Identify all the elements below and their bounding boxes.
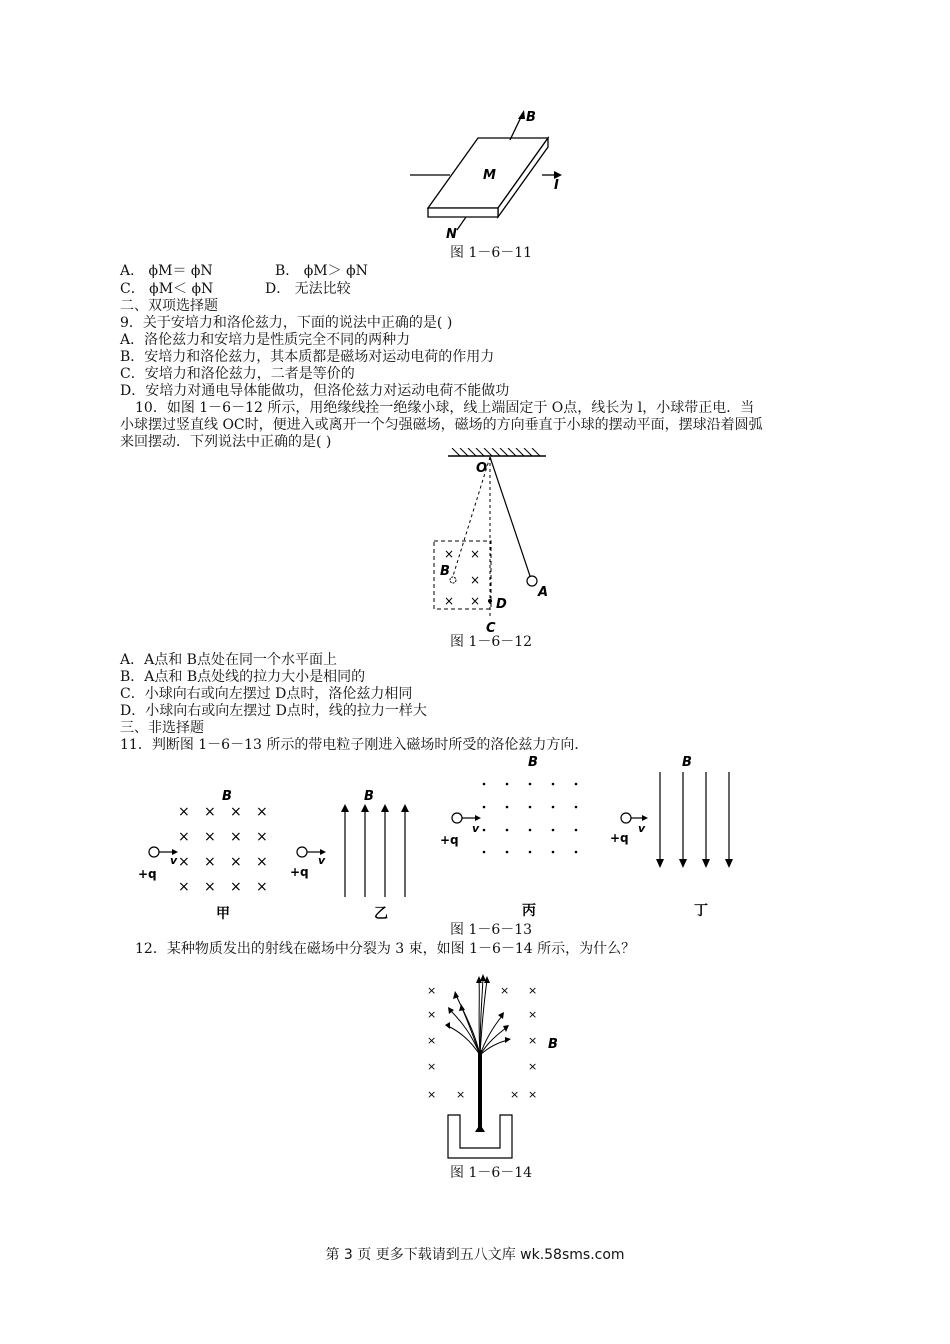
svg-text:×: ×: [427, 1088, 437, 1101]
fig3-caption: 图 1－6－13: [450, 922, 533, 938]
svg-text:×: ×: [427, 1034, 437, 1047]
svg-text:×: ×: [470, 547, 481, 561]
q8-option-c: C． ϕM＜ ϕN: [120, 281, 214, 297]
svg-text:×: ×: [256, 854, 268, 870]
figure-1-6-11: [410, 105, 580, 240]
svg-text:×: ×: [427, 1008, 437, 1021]
svg-text:×: ×: [178, 829, 190, 845]
svg-text:×: ×: [178, 854, 190, 870]
q11-stem: 11．判断图 1－6－13 所示的带电粒子刚进入磁场时所受的洛伦兹力方向．: [120, 737, 589, 753]
panel-yi-field-label: B: [364, 789, 374, 804]
fig2-label-a: A: [538, 585, 549, 600]
svg-text:×: ×: [204, 829, 216, 845]
fig1-label-b: B: [526, 110, 536, 125]
panel-bing-velocity: v: [472, 822, 480, 835]
fig1-label-m: M: [483, 168, 496, 183]
panel-bing-label: 丙: [522, 903, 536, 919]
page-footer: 第 3 页 更多下载请到五八文库 wk.58sms.com: [325, 1247, 625, 1263]
svg-text:×: ×: [427, 984, 437, 997]
q10-option-d: D．小球向右或向左摆过 D点时，线的拉力一样大: [120, 703, 427, 719]
q8-option-a: A． ϕM＝ ϕN: [120, 263, 213, 279]
panel-yi-velocity: v: [318, 854, 326, 867]
fig2-label-o: O: [476, 461, 488, 476]
svg-text:×: ×: [444, 547, 455, 561]
svg-text:×: ×: [528, 1034, 538, 1047]
fig2-label-b: B: [440, 564, 450, 579]
section-3-heading: 三、非选择题: [120, 720, 204, 736]
svg-text:×: ×: [528, 1060, 538, 1073]
fig1-label-i: I: [554, 178, 559, 193]
fig1-label-n: N: [446, 227, 457, 240]
q9-stem: 9．关于安培力和洛伦兹力，下面的说法中正确的是( ): [120, 315, 453, 331]
panel-ding-charge: +q: [610, 831, 629, 845]
svg-text:×: ×: [528, 1088, 538, 1101]
svg-text:×: ×: [470, 573, 481, 587]
svg-text:×: ×: [230, 879, 242, 895]
panel-bing-field-label: B: [528, 755, 538, 770]
svg-text:×: ×: [204, 854, 216, 870]
q10-option-a: A．A点和 B点处在同一个水平面上: [120, 652, 337, 668]
svg-text:×: ×: [256, 879, 268, 895]
panel-ding: [610, 755, 733, 919]
q9-option-a: A．洛伦兹力和安培力是性质完全不同的两种力: [120, 332, 411, 348]
svg-text:×: ×: [528, 1008, 538, 1021]
figure-1-6-12: [420, 448, 570, 638]
q10-option-b: B．A点和 B点处线的拉力大小是相同的: [120, 669, 366, 685]
q9-option-c: C．安培力和洛伦兹力，二者是等价的: [120, 366, 355, 382]
panel-ding-velocity: v: [638, 822, 646, 835]
svg-text:×: ×: [444, 594, 455, 608]
fig4-field-label: B: [548, 1037, 558, 1052]
fig2-label-d: D: [496, 597, 507, 612]
svg-text:×: ×: [510, 1088, 520, 1101]
svg-text:×: ×: [230, 854, 242, 870]
svg-text:×: ×: [230, 829, 242, 845]
figure-1-6-13: [130, 752, 750, 922]
svg-text:×: ×: [528, 984, 538, 997]
svg-text:×: ×: [470, 594, 481, 608]
section-2-heading: 二、双项选择题: [120, 298, 218, 314]
q10-stem-line-3: 来回摆动．下列说法中正确的是( ): [120, 434, 332, 450]
svg-text:×: ×: [427, 1060, 437, 1073]
q9-option-b: B．安培力和洛伦兹力，其本质都是磁场对运动电荷的作用力: [120, 349, 495, 365]
panel-jia-field-label: B: [222, 789, 232, 804]
svg-text:×: ×: [500, 984, 510, 997]
svg-text:×: ×: [204, 879, 216, 895]
svg-text:×: ×: [256, 804, 268, 820]
panel-bing-charge: +q: [440, 833, 459, 847]
fig4-caption: 图 1－6－14: [450, 1165, 533, 1181]
figure-1-6-14: [420, 960, 570, 1160]
panel-yi: [290, 789, 409, 922]
q10-stem-line-2: 小球摆过竖直线 OC时，便进入或离开一个匀强磁场，磁场的方向垂直于小球的摆动平面，摆球沿着圆弧: [120, 417, 763, 433]
svg-text:×: ×: [256, 829, 268, 845]
panel-jia-velocity: v: [170, 854, 178, 867]
svg-text:×: ×: [178, 879, 190, 895]
svg-text:×: ×: [230, 804, 242, 820]
panel-jia-charge: +q: [138, 867, 157, 881]
q10-stem-line-1: 10．如图 1－6－12 所示，用绝缘线拴一绝缘小球，线上端固定于 O点，线长为 l，小球带正电．当: [135, 400, 755, 416]
svg-text:×: ×: [204, 804, 216, 820]
svg-text:×: ×: [456, 1088, 466, 1101]
fig2-caption: 图 1－6－12: [450, 634, 533, 650]
panel-yi-label: 乙: [374, 906, 388, 922]
panel-jia: [138, 789, 268, 922]
q12-stem: 12．某种物质发出的射线在磁场中分裂为 3 束，如图 1－6－14 所示，为什么？: [135, 941, 636, 957]
fig2-label-c: C: [486, 621, 496, 636]
panel-bing: [440, 755, 577, 919]
q9-option-d: D．安培力对通电导体能做功，但洛伦兹力对运动电荷不能做功: [120, 383, 510, 399]
panel-jia-label: 甲: [216, 906, 230, 922]
panel-ding-field-label: B: [682, 755, 692, 770]
svg-text:×: ×: [178, 804, 190, 820]
panel-ding-label: 丁: [694, 903, 708, 919]
q10-option-c: C．小球向右或向左摆过 D点时，洛伦兹力相同: [120, 686, 413, 702]
q8-option-b: B． ϕM＞ ϕN: [275, 263, 368, 279]
q8-option-d: D． 无法比较: [265, 281, 351, 297]
panel-yi-charge: +q: [290, 865, 309, 879]
fig1-caption: 图 1－6－11: [450, 245, 533, 261]
